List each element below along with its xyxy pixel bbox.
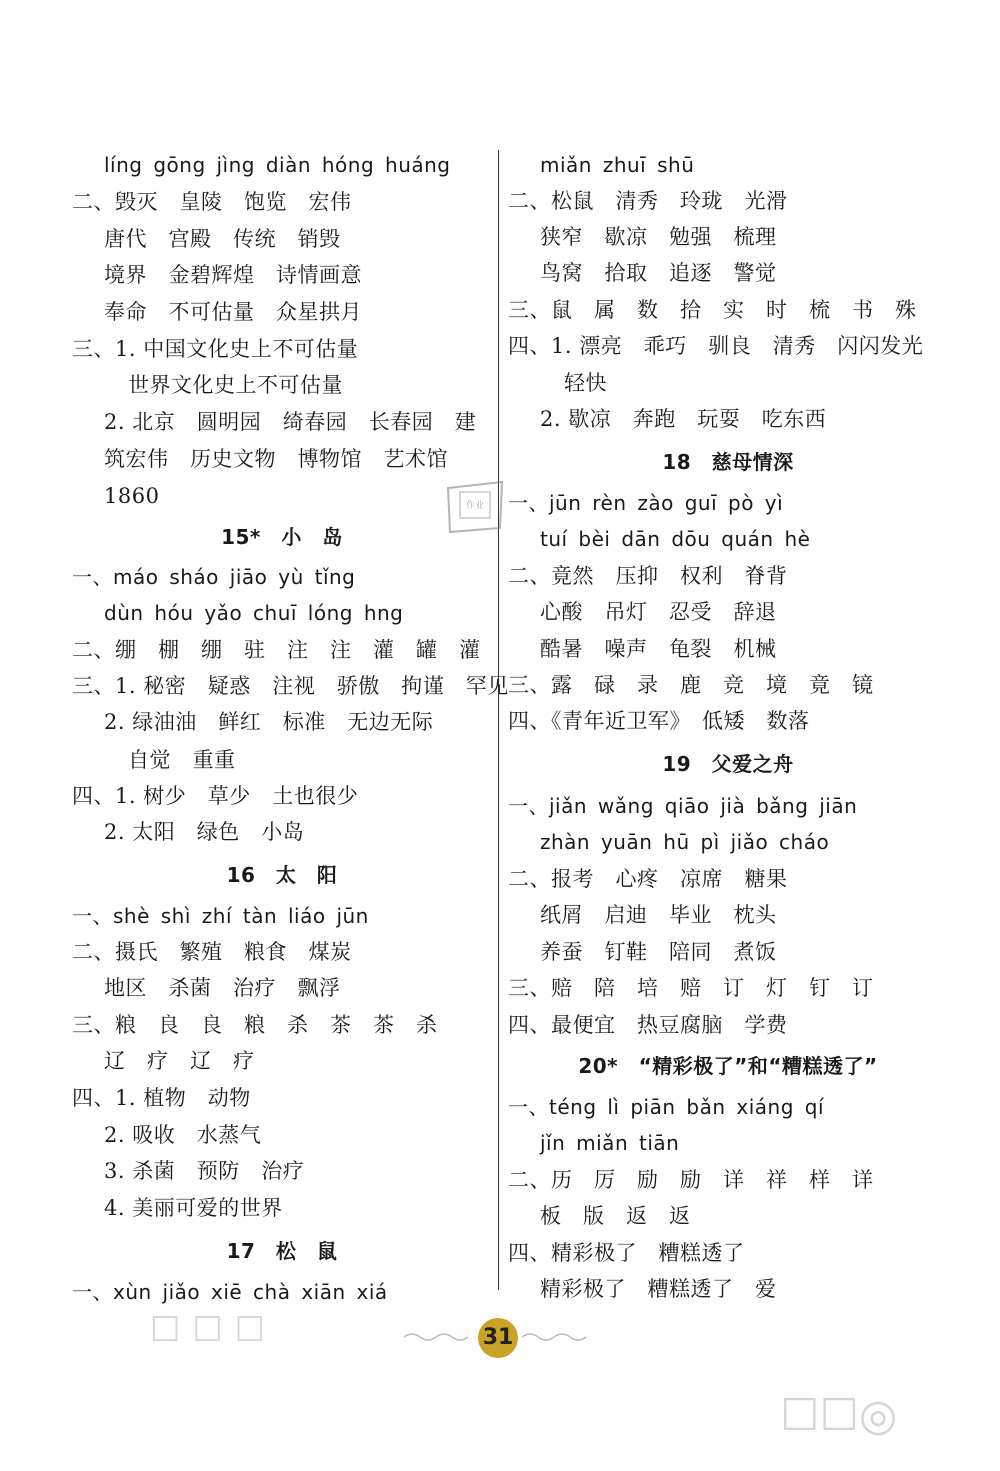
answer-line: 二、摄氏 繁殖 粮食 煤炭 <box>72 940 352 964</box>
answer-line: 二、毁灭 皇陵 饱览 宏伟 <box>72 190 352 214</box>
answer-line: 1860 <box>104 484 160 508</box>
answer-line: jǐn miǎn tiān <box>540 1131 680 1155</box>
answer-line: 精彩极了 糟糕透了 爱 <box>540 1277 777 1301</box>
answer-line: 三、鼠 属 数 拾 实 时 梳 书 殊 <box>508 298 917 322</box>
answer-line: 3. 杀菌 预防 治疗 <box>104 1159 305 1183</box>
answer-line: 四、《青年近卫军》 低矮 数落 <box>508 709 810 733</box>
section-title: 18 慈母情深 <box>662 450 794 474</box>
answer-line: 三、露 碌 录 鹿 竞 境 竟 镜 <box>508 673 874 697</box>
answer-line: 二、报考 心疼 凉席 糖果 <box>508 867 788 891</box>
answer-line: 唐代 宫殿 传统 销毁 <box>104 227 341 251</box>
answer-line: 世界文化史上不可估量 <box>128 373 343 397</box>
answer-line: 二、竟然 压抑 权利 脊背 <box>508 564 788 588</box>
answer-line: 一、máo sháo jiāo yù tǐng <box>72 565 356 589</box>
answer-line: 2. 北京 圆明园 绮春园 长春园 建 <box>104 410 477 434</box>
answer-line: 四、1. 树少 草少 土也很少 <box>72 784 359 808</box>
answer-line: 三、赔 陪 培 赔 订 灯 钉 订 <box>508 976 874 1000</box>
answer-line: tuí bèi dān dōu quán hè <box>540 527 811 551</box>
watermark-left: ☐ ☐ ☐ <box>150 1310 266 1350</box>
answer-line: 心酸 吊灯 忍受 辞退 <box>540 600 777 624</box>
answer-line: 四、最便宜 热豆腐脑 学费 <box>508 1013 788 1037</box>
answer-line: 一、jūn rèn zào guī pò yì <box>508 491 784 515</box>
answer-line: 一、téng lì piān bǎn xiáng qí <box>508 1095 824 1119</box>
answer-line: miǎn zhuī shū <box>540 153 695 177</box>
answer-line: 二、历 厉 励 励 详 祥 样 详 <box>508 1168 874 1192</box>
answer-line: 2. 太阳 绿色 小岛 <box>104 820 305 844</box>
answer-line: 三、1. 秘密 疑惑 注视 骄傲 拘谨 罕见 <box>72 674 509 698</box>
answer-line: 酷暑 噪声 龟裂 机械 <box>540 637 777 661</box>
answer-line: 狭窄 歇凉 勉强 梳理 <box>540 225 777 249</box>
answer-line: 二、松鼠 清秀 玲珑 光滑 <box>508 189 788 213</box>
answer-line: 二、绷 棚 绷 驻 注 注 灌 罐 灌 <box>72 638 481 662</box>
answer-line: 2. 歇凉 奔跑 玩耍 吃东西 <box>540 407 827 431</box>
answer-line: 地区 杀菌 治疗 飘浮 <box>104 976 341 1000</box>
answer-line: 鸟窝 拾取 追逐 警觉 <box>540 261 777 285</box>
answer-line: 四、1. 植物 动物 <box>72 1086 251 1110</box>
answer-line: 4. 美丽可爱的世界 <box>104 1196 283 1220</box>
answer-line: 2. 绿油油 鲜红 标准 无边无际 <box>104 710 434 734</box>
section-title: 19 父爱之舟 <box>662 752 794 776</box>
answer-line: 奉命 不可估量 众星拱月 <box>104 300 362 324</box>
section-title: 15* 小 岛 <box>221 525 343 549</box>
section-title: 20* “精彩极了”和“糟糕透了” <box>578 1054 878 1078</box>
answer-line: 自觉 重重 <box>128 748 236 772</box>
answer-line: 一、xùn jiǎo xiē chà xiān xiá <box>72 1280 388 1304</box>
column-divider <box>498 150 499 1290</box>
stamp-logo <box>440 478 510 538</box>
answer-line: 三、1. 中国文化史上不可估量 <box>72 337 359 361</box>
answer-line: 一、jiǎn wǎng qiāo jià bǎng jiān <box>508 794 858 818</box>
wave-decor-left <box>404 1330 474 1344</box>
answer-line: 2. 吸收 水蒸气 <box>104 1123 262 1147</box>
answer-line: 板 版 返 返 <box>540 1204 691 1228</box>
answer-line: 纸屑 启迪 毕业 枕头 <box>540 903 777 927</box>
answer-line: zhàn yuān hū pì jiǎo cháo <box>540 830 830 854</box>
section-title: 17 松 鼠 <box>226 1239 338 1263</box>
section-title: 16 太 阳 <box>226 863 338 887</box>
svg-text:作业: 作业 <box>465 501 485 511</box>
answer-line: líng gōng jìng diàn hóng huáng <box>104 153 451 177</box>
answer-line: 境界 金碧辉煌 诗情画意 <box>104 263 362 287</box>
answer-line: 筑宏伟 历史文物 博物馆 艺术馆 <box>104 447 448 471</box>
answer-line: dùn hóu yǎo chuī lóng hng <box>104 601 404 625</box>
answer-line: 四、1. 漂亮 乖巧 驯良 清秀 闪闪发光 <box>508 334 924 358</box>
answer-line: 三、粮 良 良 粮 杀 茶 茶 杀 <box>72 1013 438 1037</box>
page-number: 31 <box>478 1318 518 1358</box>
answer-line: 一、shè shì zhí tàn liáo jūn <box>72 904 369 928</box>
wave-decor-right <box>522 1330 592 1344</box>
answer-line: 辽 疗 辽 疗 <box>104 1049 255 1073</box>
answer-line: 四、精彩极了 糟糕透了 <box>508 1241 745 1265</box>
answer-line: 轻快 <box>564 371 607 395</box>
answer-line: 养蚕 钉鞋 陪同 煮饭 <box>540 940 777 964</box>
watermark-logo: ☐☐◎ <box>780 1390 898 1441</box>
